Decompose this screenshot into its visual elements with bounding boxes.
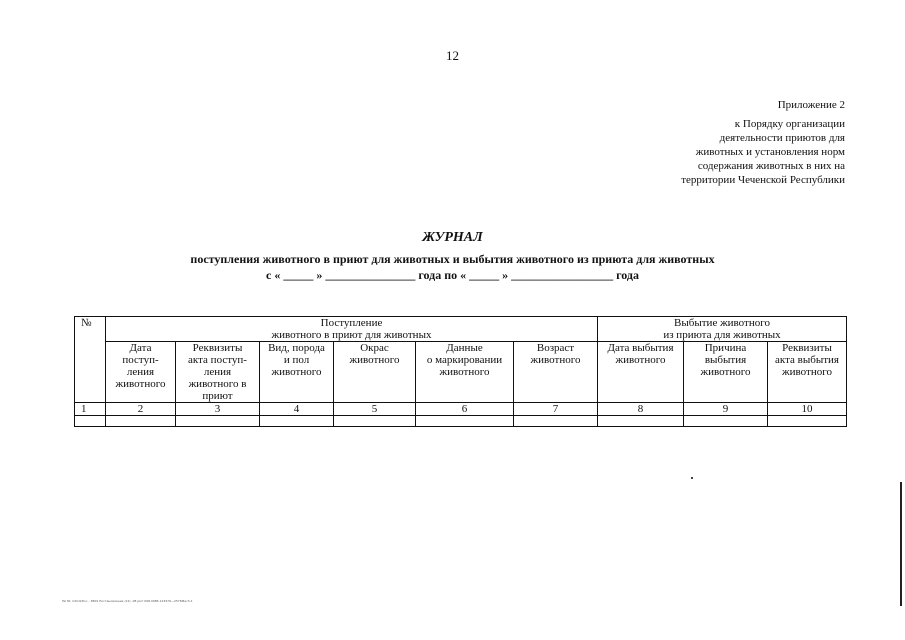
table-cell xyxy=(176,416,260,427)
column-index: 1 xyxy=(75,403,106,416)
header-line: Данные xyxy=(446,342,483,354)
table-header-row xyxy=(75,342,847,403)
table-cell xyxy=(416,416,514,427)
column-index: 3 xyxy=(176,403,260,416)
column-index: 9 xyxy=(684,403,768,416)
header-line: животного xyxy=(530,354,581,366)
header-line: животного xyxy=(115,378,166,390)
column-index: 10 xyxy=(768,403,847,416)
column-header-outflow-reason xyxy=(684,342,768,403)
outflow-group-line: Выбытие животного xyxy=(674,317,770,329)
header-line: животного xyxy=(439,366,490,378)
intake-group-line: животного в приют для животных xyxy=(271,329,432,341)
table-cell xyxy=(768,416,847,427)
table-cell xyxy=(684,416,768,427)
journal-title: ЖУРНАЛ xyxy=(422,230,483,245)
intake-group-header xyxy=(106,317,598,342)
column-index: 5 xyxy=(334,403,416,416)
header-line: приют xyxy=(202,390,233,402)
column-index: 6 xyxy=(416,403,514,416)
table-cell xyxy=(75,416,106,427)
header-line: животного xyxy=(349,354,400,366)
scan-speck xyxy=(691,477,693,479)
column-header-age xyxy=(514,342,598,403)
header-line: животного xyxy=(271,366,322,378)
header-line: Реквизиты xyxy=(192,342,243,354)
annex-line: к Порядку организации xyxy=(734,118,845,130)
header-line: животного в xyxy=(188,378,247,390)
header-line: ления xyxy=(126,366,155,378)
column-header-species xyxy=(260,342,334,403)
table-cell xyxy=(514,416,598,427)
column-header-outflow-date xyxy=(598,342,684,403)
column-index: 2 xyxy=(106,403,176,416)
footer-note: Tel 81 nrtml2Doc - 3809 Постановление (12) -08 рмт 098.0986 123479—2576Mech-1 xyxy=(62,599,193,603)
header-line: выбытия xyxy=(704,354,747,366)
header-line: животного xyxy=(782,366,832,378)
header-line: акта выбытия xyxy=(775,354,839,366)
column-header-marking xyxy=(416,342,514,403)
header-line: животного xyxy=(615,354,666,366)
header-line: Причина xyxy=(704,342,747,354)
table-cell xyxy=(598,416,684,427)
annex-line: животных и установления норм xyxy=(695,146,845,158)
column-header-outflow-act xyxy=(768,342,847,403)
header-line: Вид, порода xyxy=(268,342,325,354)
page-number: 12 xyxy=(446,48,459,63)
annex-title: Приложение 2 xyxy=(777,99,845,111)
number-header: № xyxy=(75,317,106,403)
column-index: 8 xyxy=(598,403,684,416)
journal-subtitle: поступления животного в приют для животных и выбытия животного из приюта для животных xyxy=(190,252,715,266)
annex-line: содержания животных в них на xyxy=(697,160,845,172)
intake-group-line: Поступление xyxy=(320,317,383,329)
header-line: Дата выбытия xyxy=(607,342,674,354)
annex-block xyxy=(681,98,845,187)
scan-edge-mark xyxy=(900,482,902,606)
outflow-group-line: из приюта для животных xyxy=(663,329,781,341)
column-index: 4 xyxy=(260,403,334,416)
column-header-color xyxy=(334,342,416,403)
table-cell xyxy=(334,416,416,427)
header-line: Реквизиты xyxy=(782,342,832,354)
header-line: Возраст xyxy=(536,342,575,354)
column-header-intake-act xyxy=(176,342,260,403)
annex-line: деятельности приютов для xyxy=(719,132,845,144)
annex-line: территории Чеченской Республики xyxy=(681,174,845,186)
column-index-row xyxy=(75,403,847,416)
header-line: ления xyxy=(203,366,232,378)
table-cell xyxy=(106,416,176,427)
journal-period: с « _____ » _______________ года по « _____ » _________________ года xyxy=(266,268,639,282)
header-line: и пол xyxy=(283,354,310,366)
table-row-empty xyxy=(75,416,847,427)
header-line: о маркировании xyxy=(426,354,503,366)
header-line: акта поступ- xyxy=(188,354,247,366)
table-header-group-row xyxy=(75,317,847,342)
header-line: поступ- xyxy=(122,354,159,366)
outflow-group-header xyxy=(598,317,847,342)
journal-table xyxy=(74,316,847,427)
column-header-intake-date xyxy=(106,342,176,403)
header-line: Дата xyxy=(129,342,152,354)
table-cell xyxy=(260,416,334,427)
column-index: 7 xyxy=(514,403,598,416)
header-line: Окрас xyxy=(360,342,389,354)
header-line: животного xyxy=(700,366,751,378)
